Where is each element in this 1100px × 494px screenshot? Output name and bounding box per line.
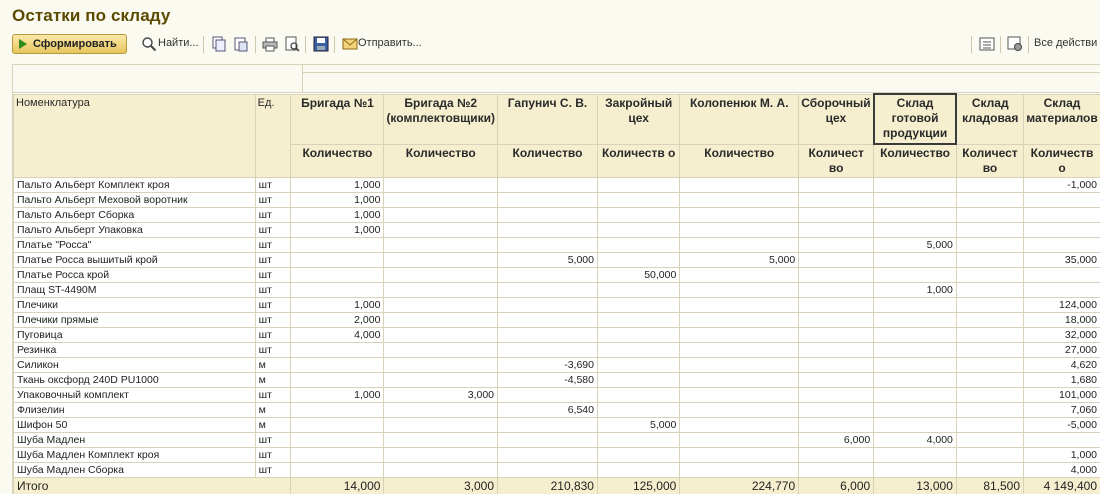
row-unit: шт [255, 177, 291, 192]
row-value [291, 372, 384, 387]
row-unit: шт [255, 432, 291, 447]
row-name: Плечики [14, 297, 256, 312]
row-value: -5,000 [1024, 417, 1100, 432]
row-value [956, 252, 1023, 267]
row-value [874, 387, 957, 402]
find-icon[interactable] [141, 36, 157, 52]
play-icon [19, 39, 27, 49]
table-row[interactable] [14, 342, 1100, 357]
row-value: 4,000 [291, 327, 384, 342]
row-value [384, 357, 498, 372]
row-value [874, 192, 957, 207]
row-value [1024, 237, 1100, 252]
row-value [799, 342, 874, 357]
table-row[interactable] [14, 357, 1100, 372]
row-value [498, 282, 598, 297]
row-value [597, 192, 679, 207]
row-value [498, 312, 598, 327]
row-value [291, 417, 384, 432]
row-name: Платье Росса вышитый крой [14, 252, 256, 267]
total-value: 6,000 [799, 477, 874, 494]
row-value [498, 207, 598, 222]
row-value [498, 447, 598, 462]
row-value [384, 282, 498, 297]
row-value: 6,000 [799, 432, 874, 447]
row-name: Силикон [14, 357, 256, 372]
row-name: Пальто Альберт Упаковка [14, 222, 256, 237]
row-unit: шт [255, 267, 291, 282]
row-name: Флизелин [14, 402, 256, 417]
row-value [597, 462, 679, 477]
row-value [799, 447, 874, 462]
row-value [498, 387, 598, 402]
table-row[interactable] [14, 192, 1100, 207]
row-value [384, 297, 498, 312]
row-value [1024, 192, 1100, 207]
row-unit: шт [255, 312, 291, 327]
row-value [384, 342, 498, 357]
row-value [597, 327, 679, 342]
column-header-qty: Количест во [956, 144, 1023, 177]
row-value [384, 447, 498, 462]
row-value [680, 417, 799, 432]
row-value: -4,580 [498, 372, 598, 387]
row-value [291, 447, 384, 462]
row-value [384, 327, 498, 342]
row-value [498, 327, 598, 342]
column-header-group: Сборочный цех [799, 94, 874, 144]
row-value [291, 342, 384, 357]
row-value: 5,000 [874, 237, 957, 252]
row-value [680, 312, 799, 327]
column-header-group: Бригада №1 [291, 94, 384, 144]
row-unit: м [255, 372, 291, 387]
row-value [291, 252, 384, 267]
row-value [956, 387, 1023, 402]
row-value [956, 432, 1023, 447]
row-value [597, 312, 679, 327]
row-value [956, 417, 1023, 432]
save-icon[interactable] [313, 36, 329, 52]
row-unit: шт [255, 237, 291, 252]
row-value [384, 267, 498, 282]
column-header-group: Склад кладовая [956, 94, 1023, 144]
row-name: Ткань оксфорд 240D PU1000 [14, 372, 256, 387]
row-value [680, 297, 799, 312]
row-value [956, 282, 1023, 297]
row-unit: шт [255, 207, 291, 222]
row-unit: шт [255, 282, 291, 297]
row-unit: шт [255, 447, 291, 462]
row-value [874, 297, 957, 312]
row-value: 2,000 [291, 312, 384, 327]
row-value: 6,540 [498, 402, 598, 417]
row-unit: м [255, 417, 291, 432]
row-value [799, 192, 874, 207]
total-label: Итого [14, 477, 291, 494]
row-name: Шуба Мадлен Сборка [14, 462, 256, 477]
row-value [291, 237, 384, 252]
column-header-group-selected[interactable]: Склад готовой продукции [874, 94, 957, 144]
row-value [384, 432, 498, 447]
row-value [956, 192, 1023, 207]
table-row[interactable] [14, 222, 1100, 237]
row-value [384, 237, 498, 252]
row-value [799, 402, 874, 417]
total-value: 3,000 [384, 477, 498, 494]
row-name: Пальто Альберт Меховой воротник [14, 192, 256, 207]
row-value [799, 282, 874, 297]
envelope-icon[interactable] [342, 36, 358, 52]
row-value [680, 192, 799, 207]
separator [1000, 36, 1001, 53]
row-value [799, 207, 874, 222]
row-value [680, 432, 799, 447]
row-value: 5,000 [680, 252, 799, 267]
row-value [597, 252, 679, 267]
column-header-group: Бригада №2 (комплектовщики) [384, 94, 498, 144]
row-value [680, 222, 799, 237]
row-value [799, 417, 874, 432]
total-value: 13,000 [874, 477, 957, 494]
row-value [874, 267, 957, 282]
row-value [597, 447, 679, 462]
row-value [956, 357, 1023, 372]
row-value [956, 222, 1023, 237]
row-value [597, 372, 679, 387]
total-value: 224,770 [680, 477, 799, 494]
row-unit: шт [255, 342, 291, 357]
row-value: 101,000 [1024, 387, 1100, 402]
total-value: 125,000 [597, 477, 679, 494]
row-name: Шуба Мадлен [14, 432, 256, 447]
row-value [291, 357, 384, 372]
row-value [291, 267, 384, 282]
print-icon[interactable] [262, 36, 278, 52]
row-unit: м [255, 402, 291, 417]
row-value [384, 222, 498, 237]
column-header-qty: Количество [874, 144, 957, 177]
row-value [597, 282, 679, 297]
row-value [384, 177, 498, 192]
row-value [874, 342, 957, 357]
column-header-group: Гапунич С. В. [498, 94, 598, 144]
column-header-qty: Количество [384, 144, 498, 177]
row-value [799, 237, 874, 252]
row-value [597, 357, 679, 372]
row-value [680, 207, 799, 222]
row-value: 32,000 [1024, 327, 1100, 342]
column-header-unit: Ед. [255, 94, 291, 177]
row-value: 5,000 [597, 417, 679, 432]
row-value [597, 402, 679, 417]
row-value [384, 462, 498, 477]
row-value [956, 462, 1023, 477]
table-row[interactable] [14, 177, 1100, 192]
separator [255, 36, 256, 53]
row-name: Шифон 50 [14, 417, 256, 432]
total-value: 210,830 [498, 477, 598, 494]
column-header-name: Номенклатура [14, 94, 256, 177]
row-value: 4,620 [1024, 357, 1100, 372]
row-value [1024, 222, 1100, 237]
row-value [384, 312, 498, 327]
row-name: Пальто Альберт Комплект кроя [14, 177, 256, 192]
row-value [384, 192, 498, 207]
row-value [956, 297, 1023, 312]
settings-icon[interactable] [1007, 36, 1023, 52]
row-value [956, 342, 1023, 357]
row-value: -3,690 [498, 357, 598, 372]
row-unit: шт [255, 252, 291, 267]
table-row[interactable] [14, 327, 1100, 342]
row-value [680, 177, 799, 192]
row-value [498, 297, 598, 312]
row-value [874, 207, 957, 222]
row-value [680, 357, 799, 372]
row-unit: шт [255, 192, 291, 207]
table-row[interactable] [14, 432, 1100, 447]
row-value [680, 462, 799, 477]
row-value: 35,000 [1024, 252, 1100, 267]
total-row [14, 477, 1100, 494]
row-value: 1,000 [291, 192, 384, 207]
row-value [291, 282, 384, 297]
column-header-group: Колопенюк М. А. [680, 94, 799, 144]
row-value [956, 207, 1023, 222]
column-header-qty: Количест во [799, 144, 874, 177]
row-value [680, 372, 799, 387]
row-value: 27,000 [1024, 342, 1100, 357]
row-value [680, 447, 799, 462]
row-value [498, 432, 598, 447]
row-value [874, 222, 957, 237]
row-value [874, 312, 957, 327]
list-icon[interactable] [979, 36, 995, 52]
row-name: Плащ ST-4490M [14, 282, 256, 297]
row-value [680, 267, 799, 282]
row-value [384, 207, 498, 222]
row-value [874, 327, 957, 342]
row-value [291, 402, 384, 417]
report-header-strip [13, 65, 1100, 93]
row-value [498, 192, 598, 207]
preview-icon[interactable] [284, 36, 300, 52]
row-value [956, 312, 1023, 327]
row-value: 3,000 [384, 387, 498, 402]
row-unit: м [255, 357, 291, 372]
separator [305, 36, 306, 53]
row-value [874, 357, 957, 372]
total-value: 14,000 [291, 477, 384, 494]
separator [203, 36, 204, 53]
row-value [874, 177, 957, 192]
row-value [680, 402, 799, 417]
row-value: 1,000 [874, 282, 957, 297]
table-row[interactable] [14, 417, 1100, 432]
row-value [597, 342, 679, 357]
row-value: 124,000 [1024, 297, 1100, 312]
row-value [799, 372, 874, 387]
row-name: Пуговица [14, 327, 256, 342]
row-value: 4,000 [874, 432, 957, 447]
row-value [799, 462, 874, 477]
row-value [956, 372, 1023, 387]
row-value [1024, 267, 1100, 282]
row-value [680, 327, 799, 342]
report-area [12, 64, 1100, 494]
total-value: 4 149,400 [1024, 477, 1100, 494]
row-value [874, 252, 957, 267]
row-value [597, 432, 679, 447]
row-value [498, 417, 598, 432]
row-value [1024, 432, 1100, 447]
row-value: 50,000 [597, 267, 679, 282]
row-value [874, 372, 957, 387]
row-value [956, 237, 1023, 252]
table-row[interactable] [14, 252, 1100, 267]
row-value: 7,060 [1024, 402, 1100, 417]
row-name: Пальто Альберт Сборка [14, 207, 256, 222]
send-button[interactable]: Отправить... [358, 37, 422, 49]
row-unit: шт [255, 222, 291, 237]
row-value [597, 222, 679, 237]
row-unit: шт [255, 462, 291, 477]
row-value [799, 177, 874, 192]
row-value [956, 267, 1023, 282]
row-unit: шт [255, 297, 291, 312]
table-row[interactable] [14, 447, 1100, 462]
row-value [956, 447, 1023, 462]
page-title: Остатки по складу [12, 6, 170, 26]
row-value [680, 387, 799, 402]
total-value: 81,500 [956, 477, 1023, 494]
row-value: 1,000 [291, 177, 384, 192]
row-value [799, 357, 874, 372]
form-button[interactable]: Сформировать [12, 34, 127, 54]
row-name: Шуба Мадлен Комплект кроя [14, 447, 256, 462]
row-value [597, 297, 679, 312]
row-value [799, 252, 874, 267]
row-value [597, 177, 679, 192]
table-row[interactable] [14, 282, 1100, 297]
row-name: Резинка [14, 342, 256, 357]
table-row[interactable] [14, 387, 1100, 402]
copy-icon[interactable] [211, 36, 227, 52]
row-value [384, 417, 498, 432]
row-value [498, 222, 598, 237]
row-value: 1,680 [1024, 372, 1100, 387]
separator [1028, 36, 1029, 53]
row-unit: шт [255, 327, 291, 342]
separator [971, 36, 972, 53]
row-value: -1,000 [1024, 177, 1100, 192]
column-header-qty: Количеств о [597, 144, 679, 177]
row-value [384, 402, 498, 417]
row-value [799, 222, 874, 237]
row-unit: шт [255, 387, 291, 402]
row-name: Плечики прямые [14, 312, 256, 327]
row-value: 4,000 [1024, 462, 1100, 477]
row-value: 1,000 [1024, 447, 1100, 462]
row-value [498, 342, 598, 357]
row-value: 1,000 [291, 297, 384, 312]
row-value [680, 342, 799, 357]
row-value [799, 387, 874, 402]
row-value [498, 462, 598, 477]
row-value [874, 447, 957, 462]
row-value [874, 462, 957, 477]
row-value [874, 402, 957, 417]
table-row[interactable] [14, 267, 1100, 282]
row-value: 1,000 [291, 222, 384, 237]
row-value [799, 267, 874, 282]
row-value [597, 207, 679, 222]
row-value: 1,000 [291, 207, 384, 222]
row-name: Упаковочный комплект [14, 387, 256, 402]
column-header-group: Закройный цех [597, 94, 679, 144]
table-row[interactable] [14, 237, 1100, 252]
row-value [498, 177, 598, 192]
row-value [874, 417, 957, 432]
table-row[interactable] [14, 207, 1100, 222]
row-value [799, 312, 874, 327]
table-row[interactable] [14, 372, 1100, 387]
row-name: Платье Росса крой [14, 267, 256, 282]
row-name: Платье "Росса" [14, 237, 256, 252]
row-value [291, 462, 384, 477]
table-row[interactable] [14, 297, 1100, 312]
row-value [384, 372, 498, 387]
row-value [799, 297, 874, 312]
row-value [680, 282, 799, 297]
row-value [597, 387, 679, 402]
table-row[interactable] [14, 462, 1100, 477]
table-row[interactable] [14, 312, 1100, 327]
column-header-group: Склад материалов [1024, 94, 1100, 144]
find-button[interactable]: Найти... [158, 37, 199, 49]
report-table [13, 93, 1100, 494]
column-header-qty: Количество [498, 144, 598, 177]
column-header-qty: Количество [680, 144, 799, 177]
toolbar [0, 33, 1100, 57]
column-header-qty: Количество [291, 144, 384, 177]
row-value [291, 432, 384, 447]
row-value [956, 177, 1023, 192]
row-value [799, 327, 874, 342]
row-value: 5,000 [498, 252, 598, 267]
all-actions-menu[interactable]: Все действи [1034, 37, 1097, 49]
row-value [956, 327, 1023, 342]
row-value [1024, 282, 1100, 297]
separator [334, 36, 335, 53]
row-value [498, 267, 598, 282]
row-value [680, 237, 799, 252]
row-value [956, 402, 1023, 417]
row-value [1024, 207, 1100, 222]
table-row[interactable] [14, 402, 1100, 417]
row-value [597, 237, 679, 252]
row-value: 1,000 [291, 387, 384, 402]
row-value [384, 252, 498, 267]
paste-icon[interactable] [233, 36, 249, 52]
column-header-qty: Количеств о [1024, 144, 1100, 177]
row-value [498, 237, 598, 252]
row-value: 18,000 [1024, 312, 1100, 327]
